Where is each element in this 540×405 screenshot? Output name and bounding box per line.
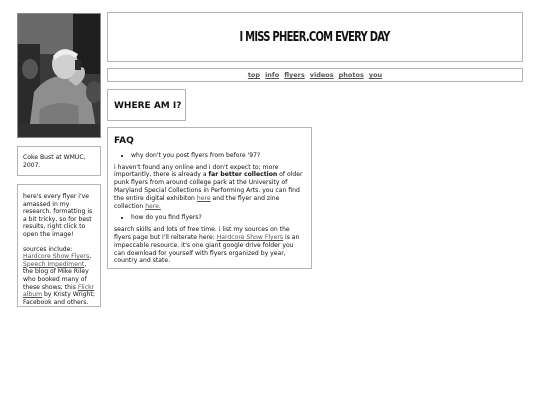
a1-bold: far better collection bbox=[208, 171, 278, 179]
speech-impediment-link[interactable]: Speech Impediment bbox=[23, 260, 85, 268]
sources-sep: , bbox=[89, 253, 92, 261]
hardcore-show-flyers-faq-link[interactable]: Hardcore Show Flyers bbox=[216, 233, 284, 241]
nav-videos-link[interactable]: videos bbox=[309, 71, 334, 79]
nav-photos-link[interactable]: photos bbox=[338, 71, 364, 79]
faq-q2-list bbox=[114, 214, 305, 222]
sources-mid: , the blog of Mike Riley who booked many of these shows; this bbox=[23, 260, 89, 291]
where-am-i-heading: WHERE AM I? bbox=[114, 101, 182, 111]
faq-q1-list bbox=[114, 152, 305, 160]
nav-flyers-link[interactable]: flyers bbox=[284, 71, 305, 79]
a1-part1: i haven't found any online and i don't expect to; more importantly, there is already a bbox=[114, 163, 279, 179]
flickr-album-link[interactable]: Flickr album bbox=[23, 283, 95, 299]
nav-info-link[interactable]: info bbox=[265, 71, 280, 79]
band-photo bbox=[17, 13, 101, 138]
sidebar-intro: here's every flyer i've amassed in my research. formatting is a bit tricky, so for best results, right click to open the image! bbox=[23, 193, 93, 238]
sources-tail: by Kristy Wright; Facebook and others. bbox=[23, 291, 95, 306]
a1-part3: and the flyer and zine collection bbox=[114, 194, 280, 210]
hardcore-show-flyers-link[interactable]: Hardcore Show Flyers bbox=[23, 253, 90, 261]
nav-top-link[interactable]: top bbox=[247, 71, 261, 79]
site-title: I MISS PHEER.COM EVERY DAY bbox=[239, 29, 391, 45]
where-am-i-box bbox=[107, 89, 186, 121]
a2-part1: search skills and lots of free time. i list my sources on the flyers page but i'll reiterate here: bbox=[114, 226, 290, 241]
faq-answer-2 bbox=[114, 226, 305, 265]
nav-bar bbox=[107, 68, 523, 82]
a1-part2: of older punk flyers from around college park at the University of Maryland Special Collections in Performing Arts. you can find the entire digital exhibiton bbox=[114, 171, 303, 202]
sidebar-sources bbox=[23, 246, 95, 307]
sidebar-info bbox=[17, 184, 101, 307]
photo-image bbox=[18, 14, 101, 138]
nav-you-link[interactable]: you bbox=[368, 71, 383, 79]
faq-heading: FAQ bbox=[114, 136, 134, 146]
photo-caption bbox=[17, 146, 101, 176]
site-header bbox=[107, 12, 523, 62]
faq-question-1: • why don't you post flyers from before '97? bbox=[131, 152, 305, 160]
exhibition-here-link[interactable]: here bbox=[196, 194, 211, 202]
faq-box bbox=[107, 127, 312, 269]
faq-question-2: • how do you find flyers? bbox=[131, 214, 305, 222]
faq-answer-1 bbox=[114, 164, 305, 211]
caption-text: Coke Bust at WMUC, 2007. bbox=[23, 154, 86, 169]
collection-here-link[interactable]: here. bbox=[145, 202, 161, 210]
a2-part2: is an impeccable resource. it's one giant google drive folder you can download for yourself with flyers organized by year, country and state. bbox=[114, 233, 300, 265]
sources-prefix: sources include: bbox=[23, 245, 73, 253]
